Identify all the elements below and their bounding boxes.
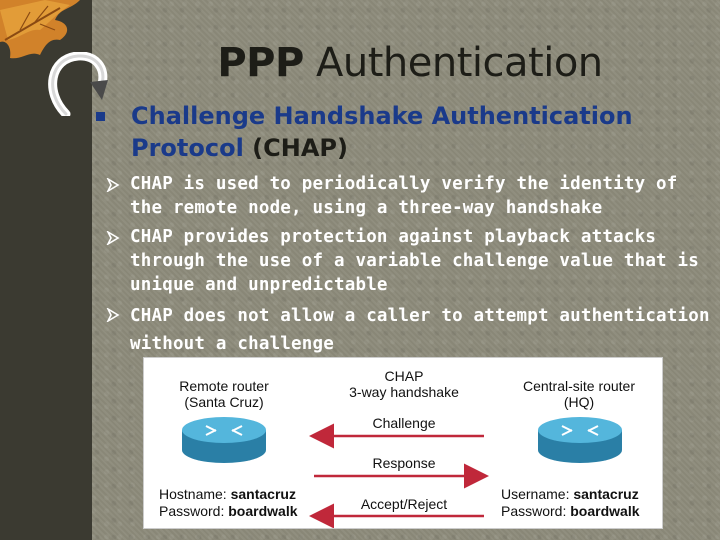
remote-router-icon	[182, 417, 266, 463]
challenge-label: Challenge	[372, 415, 436, 431]
central-router-icon	[538, 417, 622, 463]
sub-bullet-2: CHAP provides protection against playback attacks through the use of a variable challenge value that is unique and unpredictable	[130, 227, 700, 295]
arrowhead-bullet-icon	[106, 231, 120, 245]
remote-credentials	[159, 486, 298, 520]
username-value: santacruz	[573, 486, 639, 502]
central-router-location: (HQ)	[563, 394, 595, 410]
arrowhead-bullet-icon	[106, 308, 120, 322]
sub-bullet-1: CHAP is used to periodically verify the identity of the remote node, using a three-way handshake	[130, 174, 678, 218]
username-label: Username:	[501, 486, 570, 502]
square-bullet-icon	[96, 112, 105, 121]
arrowhead-bullet-icon	[106, 178, 120, 192]
remote-router-label: Remote router	[179, 378, 269, 394]
title-part2: Authentication	[303, 40, 603, 86]
response-label: Response	[372, 455, 436, 471]
hostname-label: Hostname:	[159, 486, 227, 502]
hostname-value: santacruz	[230, 486, 296, 502]
password-label: Password:	[159, 503, 225, 519]
remote-router-location: (Santa Cruz)	[184, 394, 264, 410]
title-part1: PPP	[217, 40, 304, 86]
central-router-label: Central-site router	[522, 378, 636, 394]
password-value: boardwalk	[228, 503, 298, 519]
accept-reject-label: Accept/Reject	[360, 496, 448, 512]
main-bullet	[131, 100, 716, 164]
password-value: boardwalk	[570, 503, 640, 519]
slide-title	[0, 40, 720, 86]
chap-subtitle: 3-way handshake	[349, 384, 459, 400]
password-label: Password:	[501, 503, 567, 519]
main-bullet-suffix: (CHAP)	[252, 134, 348, 162]
central-credentials	[501, 486, 640, 520]
sub-bullet-3: CHAP does not allow a caller to attempt authentication without a challenge	[130, 306, 710, 354]
chap-diagram	[143, 357, 663, 529]
chap-label: CHAP	[384, 368, 424, 384]
main-bullet-text: Challenge Handshake Authentication Protocol	[131, 102, 633, 162]
